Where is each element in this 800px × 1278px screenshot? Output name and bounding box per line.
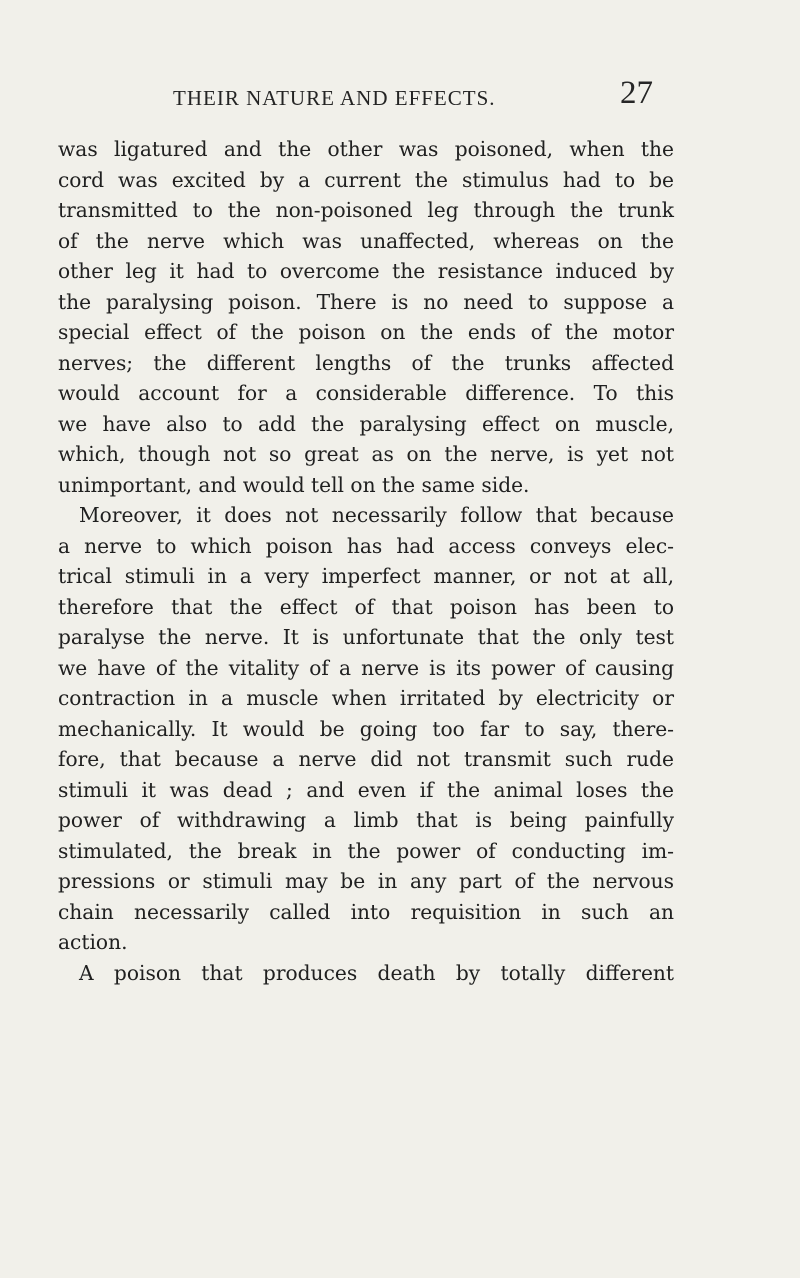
running-header-title: THEIR NATURE AND EFFECTS. [173, 86, 496, 110]
text-line: trical stimuli in a very imperfect manner, or not at all, [58, 564, 674, 588]
text-line: power of withdrawing a limb that is being painfully [58, 808, 674, 832]
body-text [58, 134, 674, 988]
text-line: would account for a considerable difference. To this [58, 381, 674, 405]
text-line: A poison that produces death by totally different [79, 960, 674, 985]
text-line: fore, that because a nerve did not transmit such rude [58, 747, 674, 771]
text-line: action. [58, 930, 128, 954]
text-line: we have of the vitality of a nerve is its power of causing [58, 655, 674, 680]
text-line: of the nerve which was unaffected, whereas on the [58, 228, 674, 253]
text-line: chain necessarily called into requisition in such an [58, 899, 674, 924]
text-line: stimulated, the break in the power of conducting im- [58, 838, 674, 863]
text-line: the paralysing poison. There is no need to suppose a [58, 289, 674, 314]
text-line: Moreover, it does not necessarily follow that because [79, 503, 674, 527]
text-line: which, though not so great as on the nerve, is yet not [58, 442, 674, 466]
text-line: nerves; the different lengths of the trunks affected [58, 350, 674, 375]
text-line: pressions or stimuli may be in any part of the nervous [58, 869, 674, 893]
page-number: 27 [620, 75, 653, 111]
text-line: therefore that the effect of that poison has been to [58, 594, 674, 619]
text-line: stimuli it was dead ; and even if the animal loses the [58, 777, 674, 802]
text-line: mechanically. It would be going too far to say, there- [58, 716, 674, 741]
text-line: a nerve to which poison has had access conveys elec- [58, 533, 674, 558]
text-line: was ligatured and the other was poisoned, when the [58, 137, 674, 161]
text-line: special effect of the poison on the ends of the motor [58, 320, 674, 344]
text-line: paralyse the nerve. It is unfortunate that the only test [58, 625, 674, 649]
text-line: cord was excited by a current the stimulus had to be [58, 167, 674, 192]
text-line: other leg it had to overcome the resistance induced by [58, 259, 674, 283]
text-line: we have also to add the paralysing effect on muscle, [58, 411, 674, 436]
text-line: transmitted to the non-poisoned leg through the trunk [58, 198, 674, 222]
text-line: contraction in a muscle when irritated by electricity or [58, 686, 674, 710]
text-line: unimportant, and would tell on the same side. [58, 472, 530, 497]
